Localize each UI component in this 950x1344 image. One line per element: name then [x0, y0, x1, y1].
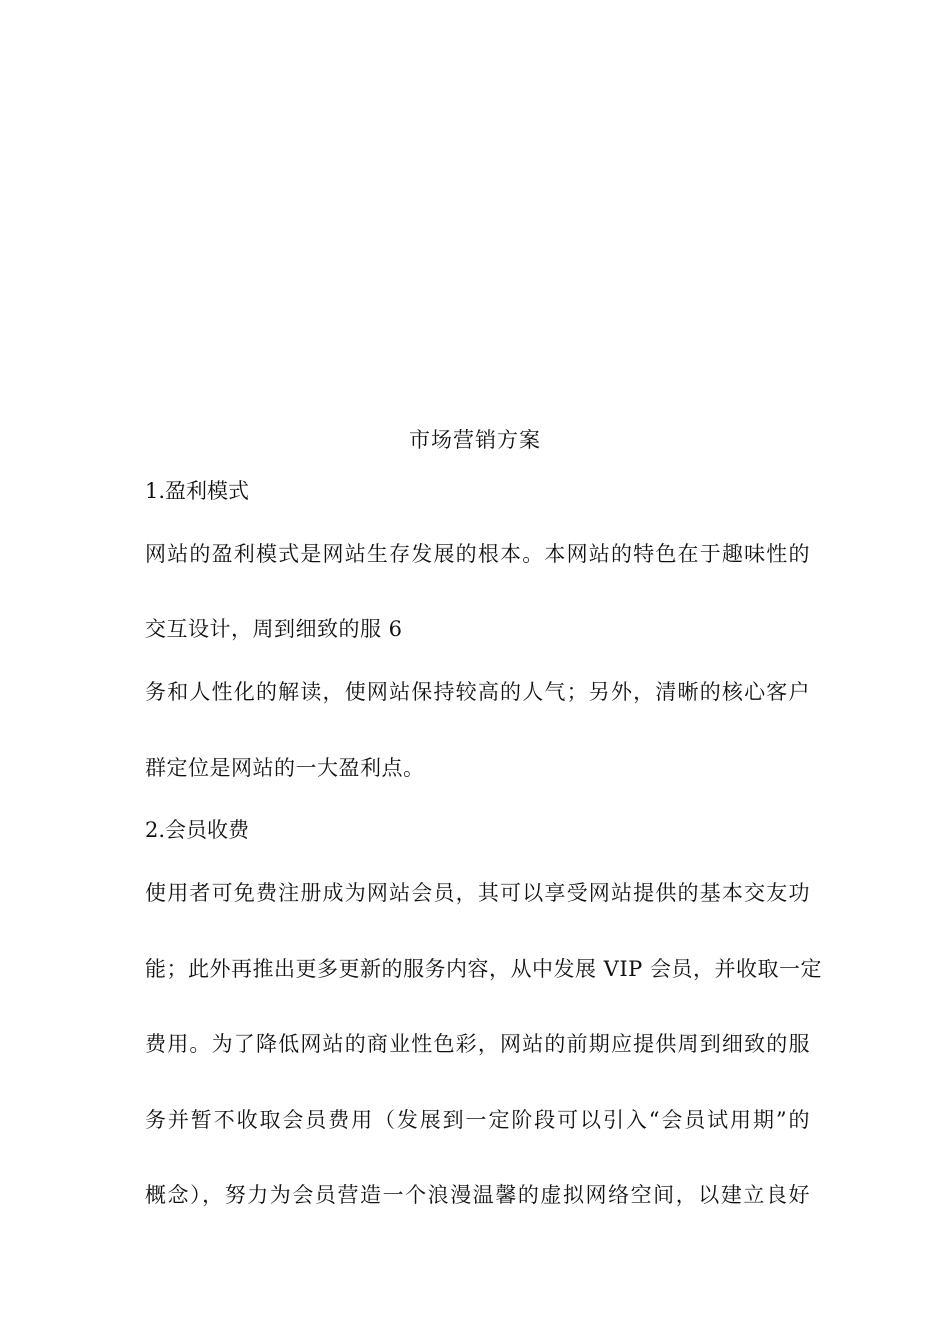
section-heading-membership-fee: 2.会员收费 — [145, 818, 250, 842]
page-title: 市场营销方案 — [409, 428, 541, 452]
paragraph-line: 使用者可免费注册成为网站会员，其可以享受网站提供的基本交友功 — [145, 881, 810, 905]
paragraph-line: 群定位是网站的一大盈利点。 — [145, 756, 425, 780]
paragraph-line: 务并暂不收取会员费用（发展到一定阶段可以引入“会员试用期”的 — [145, 1108, 810, 1132]
paragraph-line: 能；此外再推出更多更新的服务内容，从中发展 VIP 会员，并收取一定 — [145, 957, 822, 981]
section-heading-profit-model: 1.盈利模式 — [145, 479, 250, 503]
paragraph-line: 概念），努力为会员营造一个浪漫温馨的虚拟网络空间，以建立良好 — [145, 1183, 810, 1207]
paragraph-line: 费用。为了降低网站的商业性色彩，网站的前期应提供周到细致的服 — [145, 1032, 810, 1056]
paragraph-line: 网站的盈利模式是网站生存发展的根本。本网站的特色在于趣味性的 — [145, 542, 810, 566]
paragraph-line: 交互设计，周到细致的服 6 — [145, 617, 403, 641]
paragraph-line: 务和人性化的解读，使网站保持较高的人气；另外，清晰的核心客户 — [145, 680, 810, 704]
